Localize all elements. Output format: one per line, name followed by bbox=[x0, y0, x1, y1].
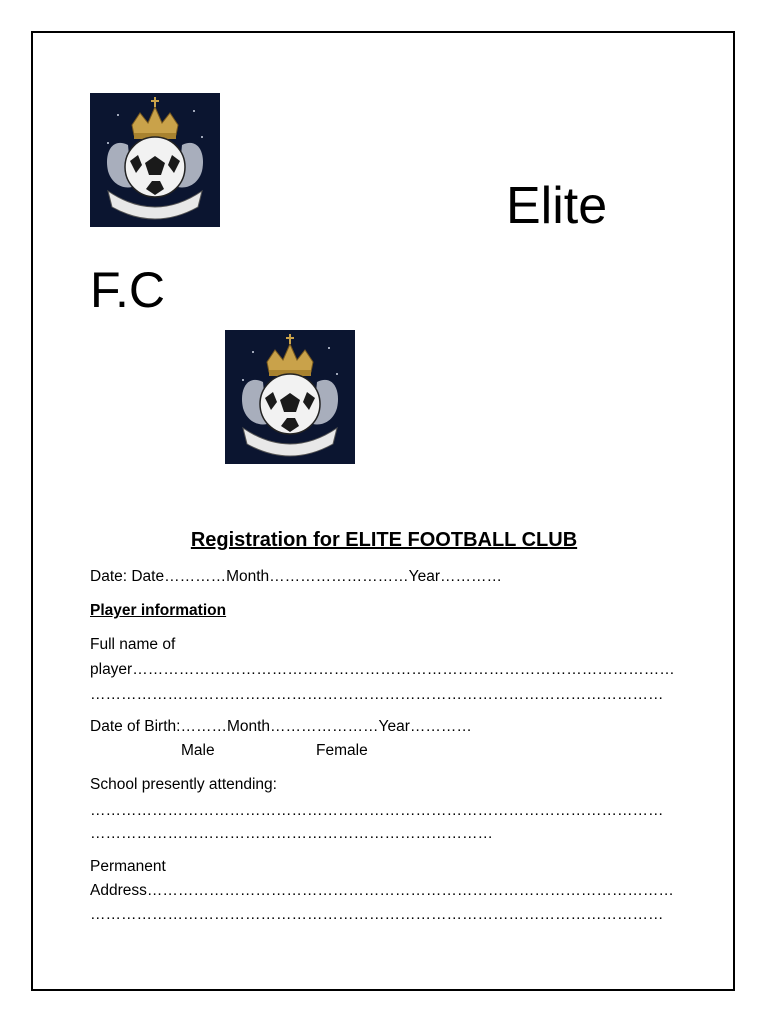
crest-graphic-secondary bbox=[225, 330, 355, 464]
date-of-birth-field[interactable]: Date of Birth:………Month…………………Year………… bbox=[90, 718, 472, 735]
club-crest-logo bbox=[90, 93, 220, 227]
date-field[interactable]: Date: Date…………Month………………………Year………… bbox=[90, 568, 502, 585]
address-label: Permanent bbox=[90, 858, 166, 875]
school-field[interactable]: ………………………………………………………………………………………………… bbox=[90, 802, 664, 819]
address-field-continuation[interactable]: ………………………………………………………………………………………………… bbox=[90, 906, 664, 923]
crest-graphic bbox=[90, 93, 220, 227]
school-label: School presently attending: bbox=[90, 776, 277, 793]
school-field-continuation[interactable]: …………………………………………………………………… bbox=[90, 825, 493, 842]
full-name-field[interactable]: player…………………………………………………………………………………………… bbox=[90, 661, 675, 678]
full-name-label: Full name of bbox=[90, 636, 176, 653]
club-suffix-title: F.C bbox=[90, 262, 165, 318]
club-name-title: Elite bbox=[506, 177, 608, 235]
club-crest-logo-secondary bbox=[225, 330, 355, 464]
registration-heading: Registration for ELITE FOOTBALL CLUB bbox=[190, 529, 578, 551]
full-name-field-continuation[interactable]: ………………………………………………………………………………………………… bbox=[90, 686, 664, 703]
address-field[interactable]: Address………………………………………………………………………………………… bbox=[90, 882, 674, 899]
gender-option-male[interactable]: Male bbox=[181, 742, 215, 759]
gender-option-female[interactable]: Female bbox=[316, 742, 368, 759]
player-information-heading: Player information bbox=[90, 602, 227, 619]
